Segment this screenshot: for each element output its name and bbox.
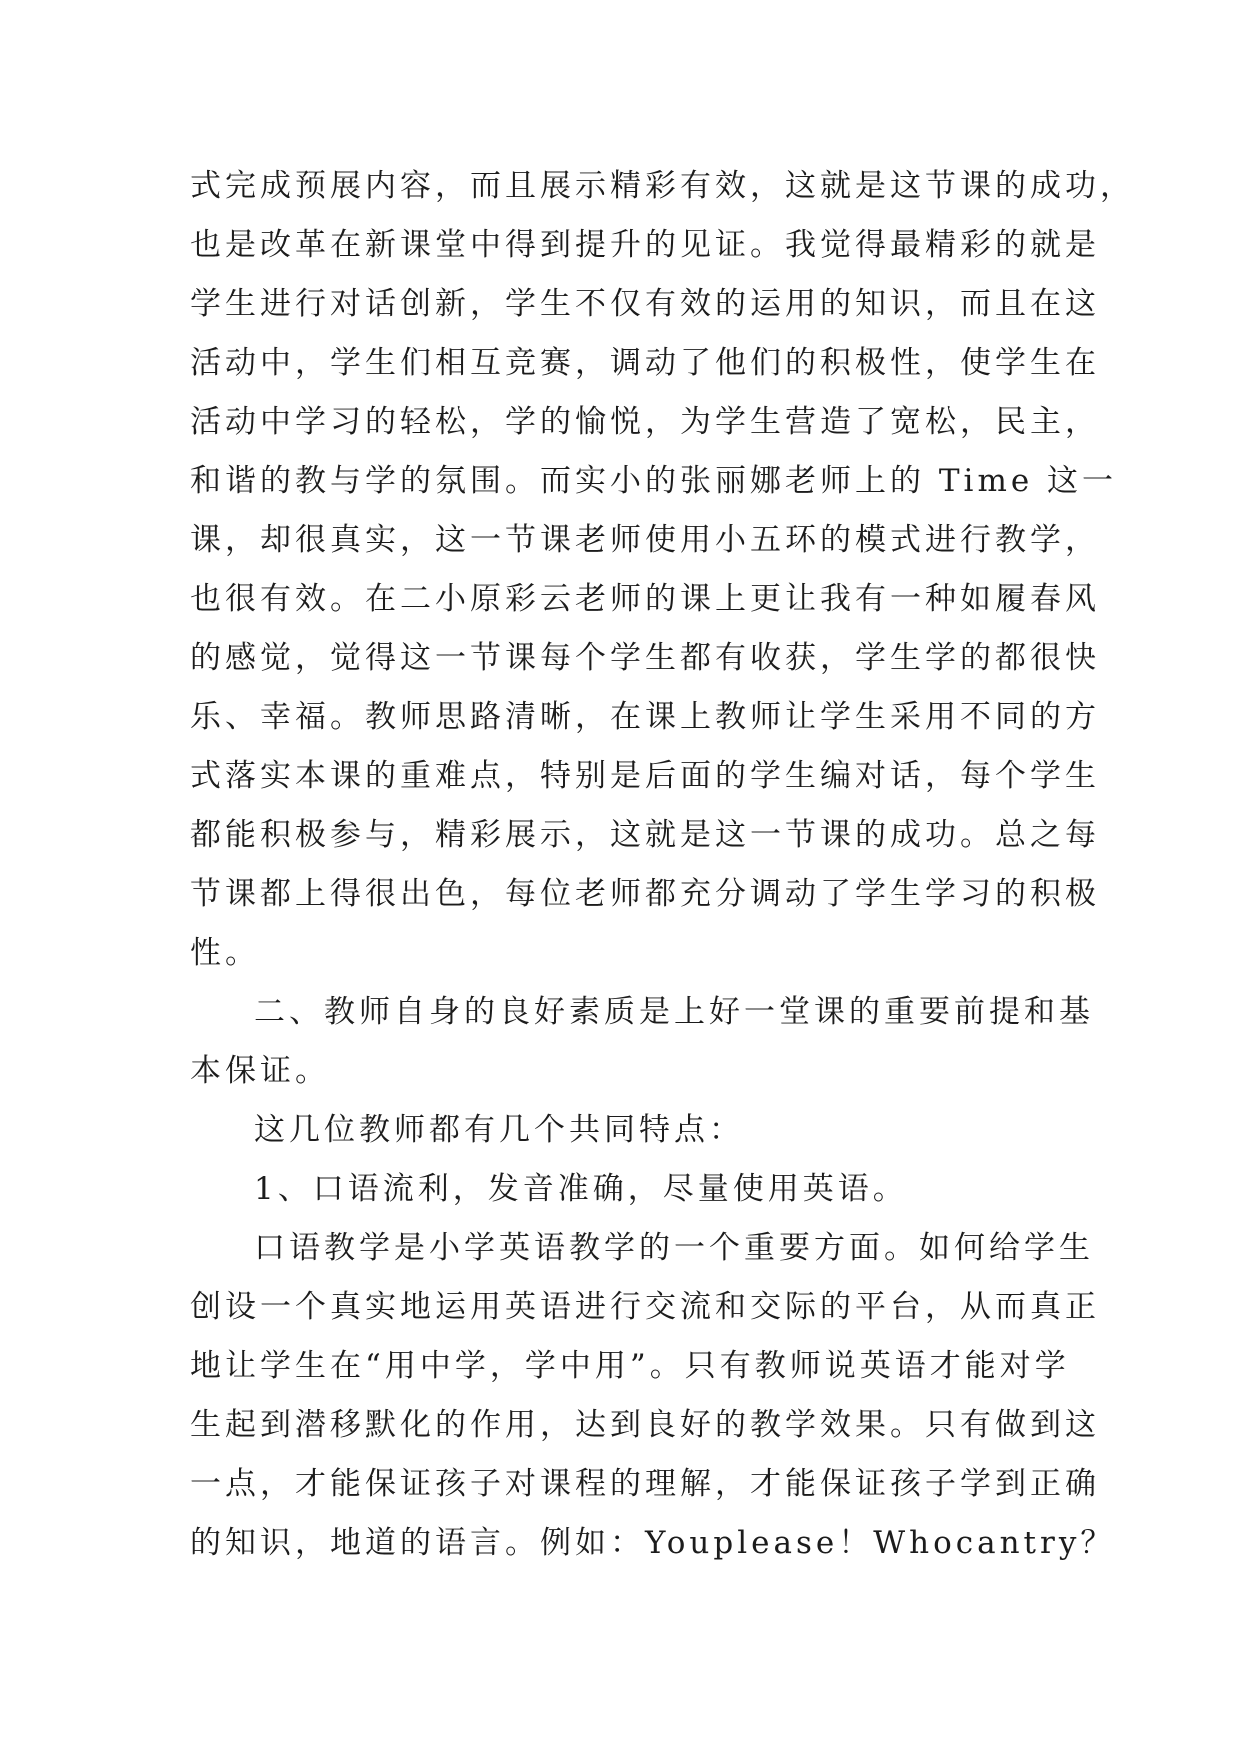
text-line: 节课都上得很出色，每位老师都充分调动了学生学习的积极 [190, 876, 1100, 912]
text-line: 这几位教师都有几个共同特点： [254, 1112, 744, 1148]
text-line: 式落实本课的重难点，特别是后面的学生编对话，每个学生 [190, 758, 1100, 794]
text-line: 活动中学习的轻松，学的愉悦，为学生营造了宽松，民主， [190, 404, 1100, 440]
text-line: 课，却很真实，这一节课老师使用小五环的模式进行教学， [190, 522, 1100, 558]
text-line: 和谐的教与学的氛围。而实小的张丽娜老师上的 Time 这一 [190, 463, 1118, 499]
text-line: 乐、幸福。教师思路清晰，在课上教师让学生采用不同的方 [190, 699, 1100, 735]
text-line: 都能积极参与，精彩展示，这就是这一节课的成功。总之每 [190, 817, 1100, 853]
text-line: 二、教师自身的良好素质是上好一堂课的重要前提和基 [254, 994, 1094, 1030]
text-line: 性。 [190, 935, 260, 971]
text-line: 式完成预展内容，而且展示精彩有效，这就是这节课的成功， [190, 168, 1135, 204]
text-line: 活动中，学生们相互竞赛，调动了他们的积极性，使学生在 [190, 345, 1100, 381]
text-line: 也很有效。在二小原彩云老师的课上更让我有一种如履春风 [190, 581, 1100, 617]
text-line: 也是改革在新课堂中得到提升的见证。我觉得最精彩的就是 [190, 227, 1100, 263]
text-line: 创设一个真实地运用英语进行交流和交际的平台，从而真正 [190, 1289, 1100, 1325]
text-line: 的知识，地道的语言。例如：Youplease！Whocantry？ [190, 1525, 1116, 1561]
text-line: 1、口语流利，发音准确，尽量使用英语。 [254, 1171, 908, 1207]
text-line: 一点，才能保证孩子对课程的理解，才能保证孩子学到正确 [190, 1466, 1100, 1502]
text-line: 口语教学是小学英语教学的一个重要方面。如何给学生 [254, 1230, 1094, 1266]
text-line: 的感觉，觉得这一节课每个学生都有收获，学生学的都很快 [190, 640, 1100, 676]
text-line: 地让学生在“用中学，学中用”。只有教师说英语才能对学 [190, 1348, 1070, 1384]
text-line: 本保证。 [190, 1053, 330, 1089]
body-text [190, 157, 1135, 1573]
text-line: 生起到潜移默化的作用，达到良好的教学效果。只有做到这 [190, 1407, 1100, 1443]
text-line: 学生进行对话创新，学生不仅有效的运用的知识，而且在这 [190, 286, 1100, 322]
